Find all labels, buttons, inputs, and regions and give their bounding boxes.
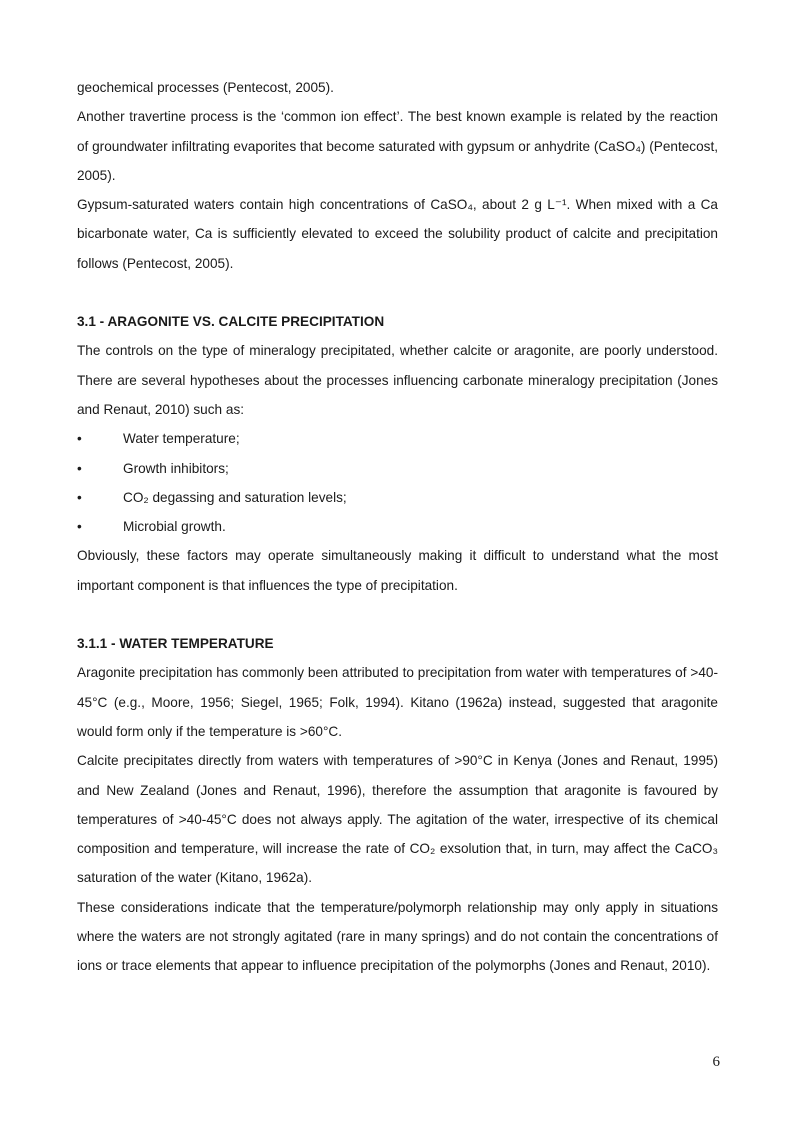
- list-item-text: Water temperature;: [123, 431, 240, 447]
- list-item: [77, 424, 718, 453]
- bullet-icon: •: [77, 460, 82, 476]
- list-item-text: CO₂ degassing and saturation levels;: [123, 489, 347, 505]
- bullet-icon: •: [77, 489, 82, 505]
- paragraph-intro-3: Gypsum-saturated waters contain high concentrations of CaSO₄, about 2 g L⁻¹. When mixed with a Ca bicarbonate water, Ca is sufficiently elevated to exceed the solubility product of calcite and precipitation follows (Pentecost, 2005).: [77, 197, 718, 271]
- paragraph-3-1-1-1: Aragonite precipitation has commonly been attributed to precipitation from water with temperatures of >40-45°C (e.g., Moore, 1956; Siegel, 1965; Folk, 1994). Kitano (1962a) instead, suggested that aragonite would form only if the temperature is >60°C.: [77, 665, 718, 739]
- page-content: [77, 73, 718, 981]
- paragraph-3-1-1: The controls on the type of mineralogy precipitated, whether calcite or aragonite, are poorly understood. There are several hypotheses about the processes influencing carbonate mineralogy precipitation (Jones and Renaut, 2010) such as:: [77, 343, 718, 417]
- paragraph-intro-2: Another travertine process is the ‘common ion effect’. The best known example is related by the reaction of groundwater infiltrating evaporites that become saturated with gypsum or anhydrite (CaSO₄) (Pentecost, 2005).: [77, 109, 718, 183]
- paragraph-3-1-1-2: Calcite precipitates directly from waters with temperatures of >90°C in Kenya (Jones and Renaut, 1995) and New Zealand (Jones and Renaut, 1996), therefore the assumption that aragonite is favoured by temperatures of >40-45°C does not always apply. The agitation of the water, irrespective of its chemical composition and temperature, will increase the rate of CO₂ exsolution that, in turn, may affect the CaCO₃ saturation of the water (Kitano, 1962a).: [77, 753, 718, 886]
- list-item: [77, 483, 718, 512]
- hypotheses-list: [77, 424, 718, 541]
- page-number: 6: [712, 1054, 720, 1070]
- list-item-text: Growth inhibitors;: [123, 460, 229, 476]
- section-heading-3-1: 3.1 - ARAGONITE VS. CALCITE PRECIPITATION: [77, 314, 385, 330]
- list-item: [77, 454, 718, 483]
- list-item-text: Microbial growth.: [123, 519, 226, 535]
- paragraph-intro-1: geochemical processes (Pentecost, 2005).: [77, 80, 334, 95]
- paragraph-3-1-2: Obviously, these factors may operate simultaneously making it difficult to understand what the most important component is that influences the type of precipitation.: [77, 548, 718, 593]
- bullet-icon: •: [77, 431, 82, 447]
- paragraph-3-1-1-3: These considerations indicate that the temperature/polymorph relationship may only apply in situations where the waters are not strongly agitated (rare in many springs) and do not contain the concentrations of ions or trace elements that appear to influence precipitation of the polymorphs (Jones and Renaut, 2010).: [77, 899, 718, 974]
- section-heading-3-1-1: 3.1.1 - WATER TEMPERATURE: [77, 636, 274, 652]
- bullet-icon: •: [77, 519, 82, 535]
- list-item: [77, 512, 718, 541]
